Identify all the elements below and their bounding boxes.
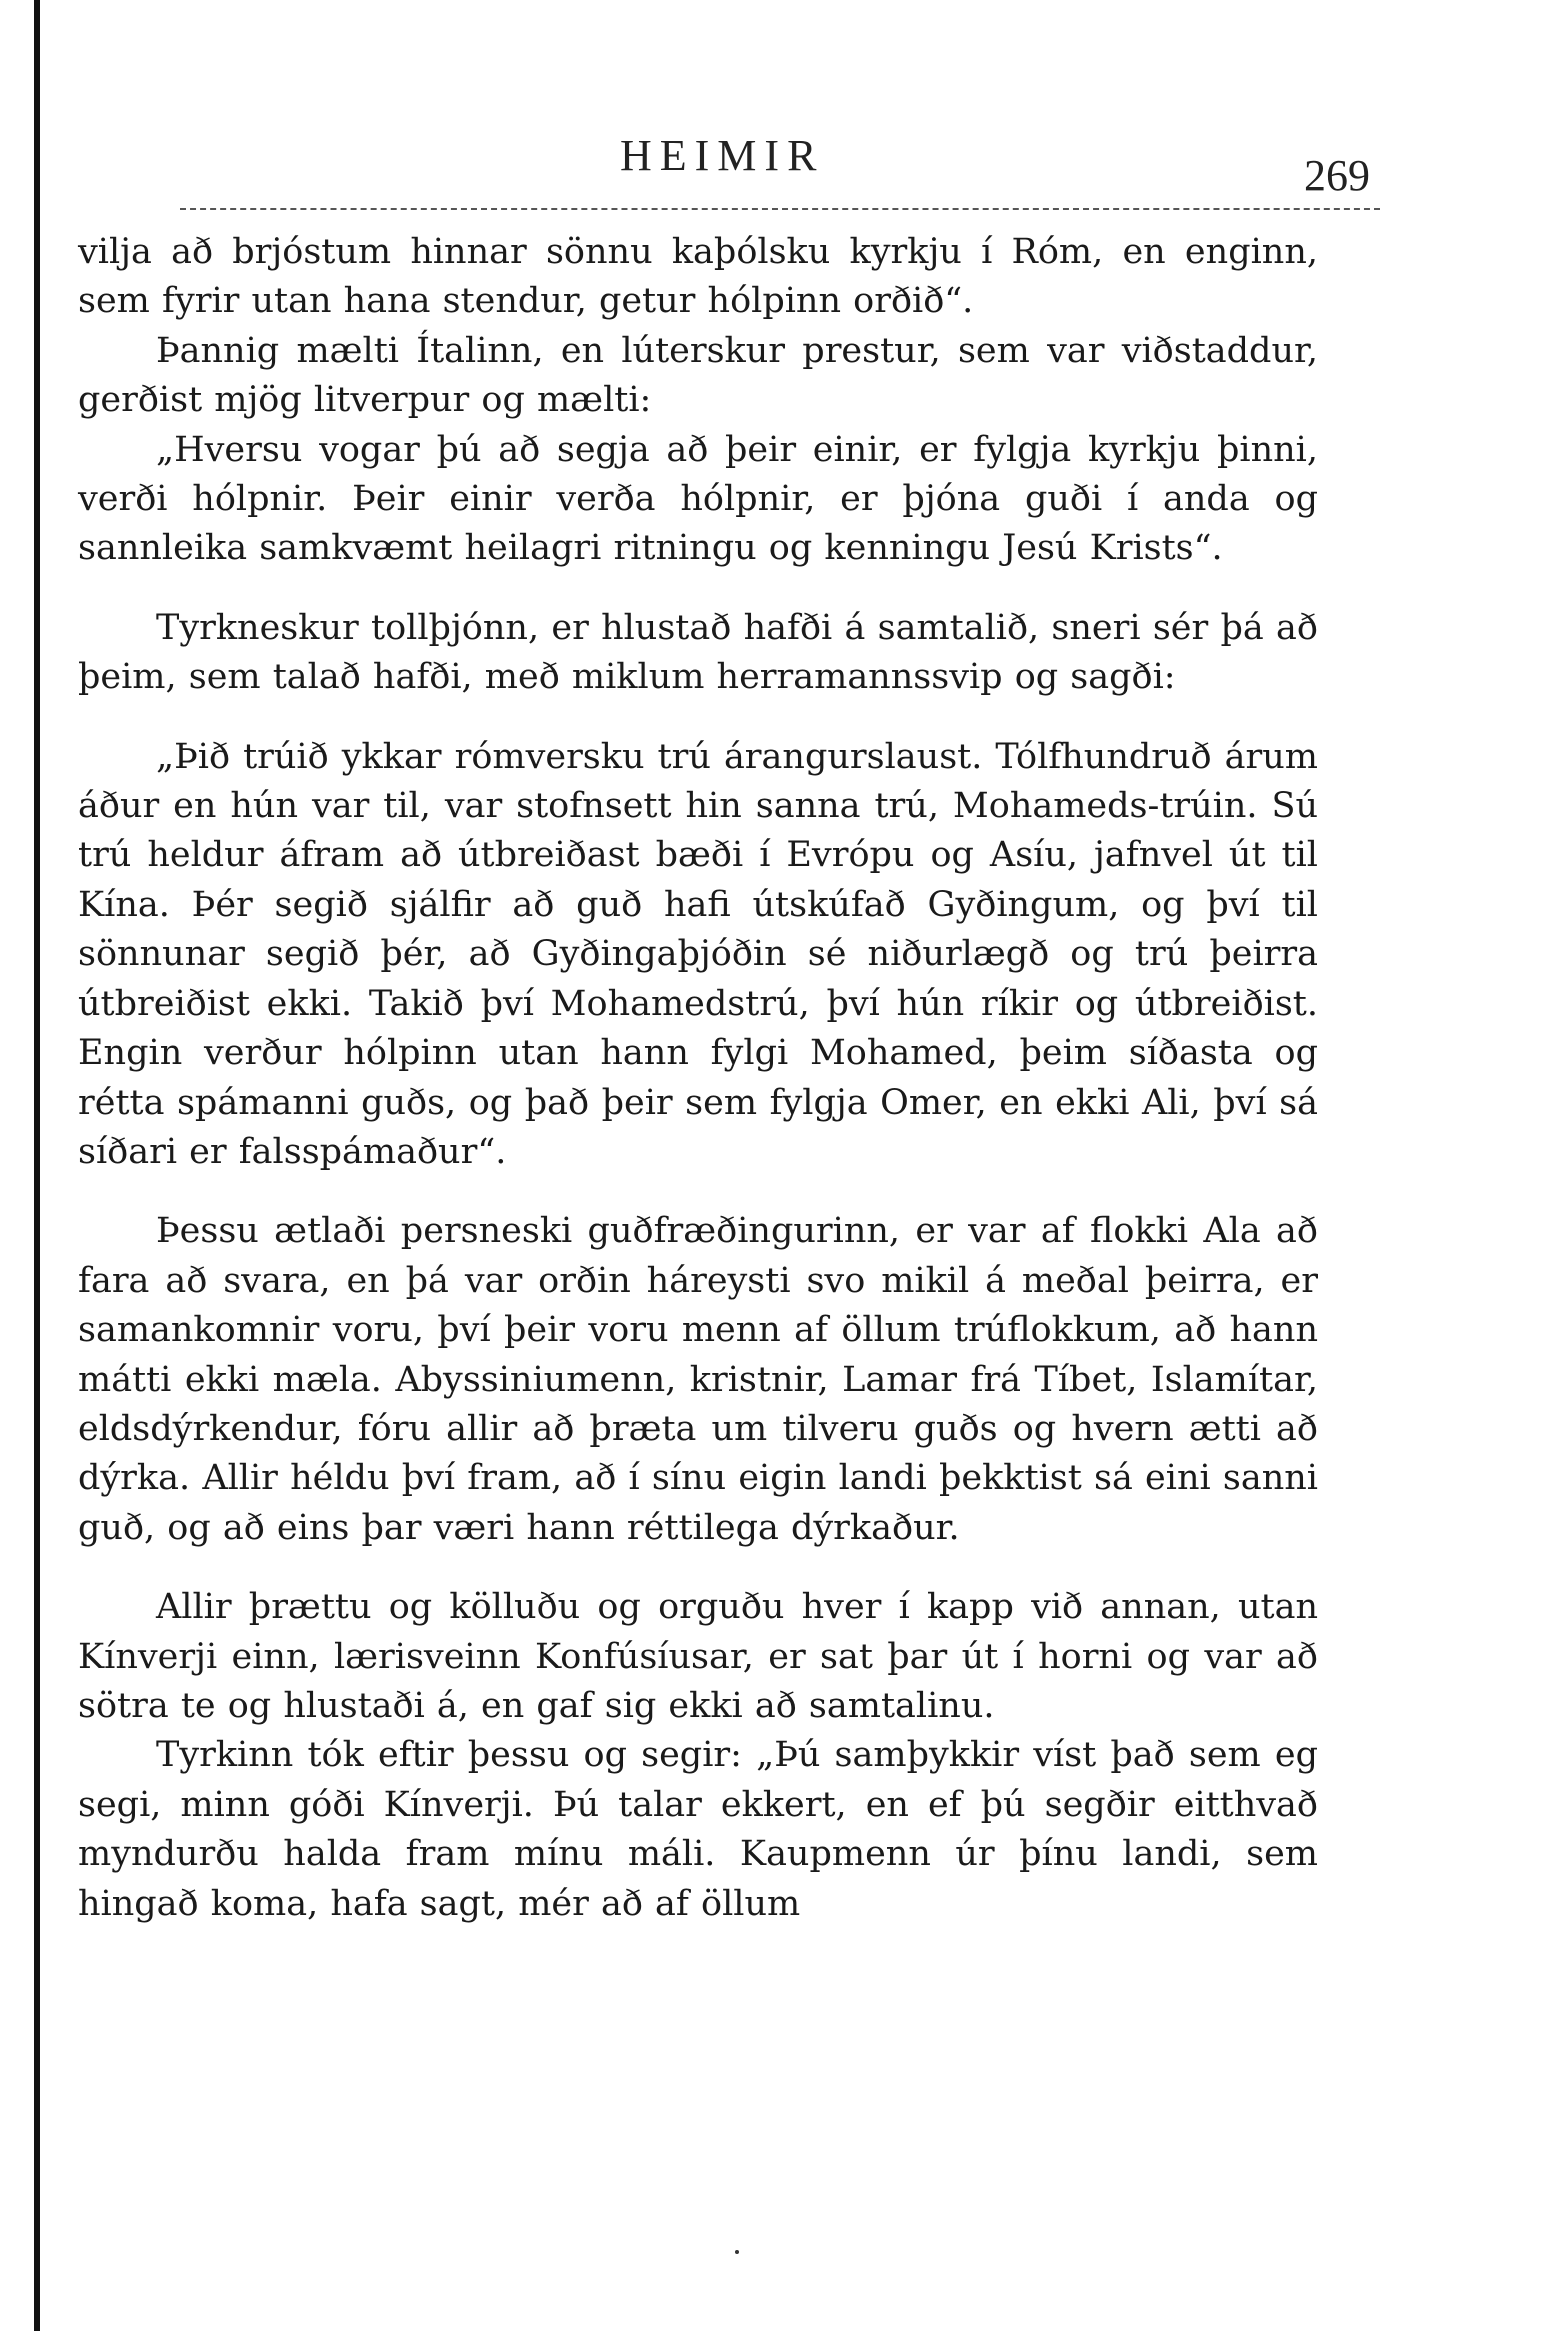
print-speck xyxy=(735,2250,739,2254)
page-body xyxy=(78,228,1318,1929)
paragraph-8: Tyrkinn tók eftir þessu og segir: „Þú samþykkir víst það sem eg segi, minn góði Kínverji. Þú talar ekkert, en ef þú segðir eitthvað myndurðu halda fram mínu máli. Kaupmenn úr þínu landi, sem hingað koma, hafa sagt, mér að af öllum xyxy=(78,1735,1318,1924)
header-rule xyxy=(180,208,1380,210)
running-head: HEIMIR xyxy=(620,131,825,180)
paragraph-1: vilja að brjóstum hinnar sönnu kaþólsku kyrkju í Róm, en enginn, sem fyrir utan hana stendur, getur hólpinn orðið“. xyxy=(78,232,1318,322)
paragraph-4: Tyrkneskur tollþjónn, er hlustað hafði á samtalið, sneri sér þá að þeim, sem talað hafði, með miklum herramannssvip og sagði: xyxy=(78,607,1318,698)
paragraph-6: Þessu ætlaði persneski guðfræðingurinn, er var af flokki Ala að fara að svara, en þá var orðin háreysti svo mikil á meðal þeirra, er samankomnir voru, því þeir voru menn af öllum trúflokkum, að hann mátti ekki mæla. Abyssiniumenn, kristnir, Lamar frá Tíbet, Islamítar, eldsdýrkendur, fóru allir að þræta um tilveru guðs og hvern ætti að dýrka. Allir héldu því fram, að í sínu eigin landi þekktist sá eini sanni guð, og að eins þar væri hann réttilega dýrkaður. xyxy=(78,1211,1318,1548)
paragraph-3: „Hversu vogar þú að segja að þeir einir, er fylgja kyrkju þinni, verði hólpnir. Þeir einir verða hólpnir, er þjóna guði í anda og sannleika samkvæmt heilagri ritningu og kenningu Jesú Krists“. xyxy=(78,429,1318,569)
page-header xyxy=(150,120,1370,200)
paragraph-2: Þannig mælti Ítalinn, en lúterskur prestur, sem var viðstaddur, gerðist mjög litverpur og mælti: xyxy=(78,330,1318,421)
paragraph-7: Allir þrættu og kölluðu og orguðu hver í kapp við annan, utan Kínverji einn, lærisveinn Konfúsíusar, er sat þar út í horni og var að sötra te og hlustaði á, en gaf sig ekki að samtalinu. xyxy=(78,1587,1318,1726)
paragraph-5: „Þið trúið ykkar rómversku trú árangurslaust. Tólfhundruð árum áður en hún var til, var stofnsett hin sanna trú, Mohameds-trúin. Sú trú heldur áfram að útbreiðast bæði í Evrópu og Asíu, jafnvel út til Kína. Þér segið sjálfir að guð hafi útskúfað Gyðingum, og því til sönnunar segið þér, að Gyðingaþjóðin sé niðurlægð og trú þeirra útbreiðist ekki. Takið því Mohamedstrú, því hún ríkir og útbreiðist. Engin verður hólpinn utan hann fylgi Mohamed, þeim síðasta og rétta spámanni guðs, og það þeir sem fylgja Omer, en ekki Ali, því sá síðari er falsspámaður“. xyxy=(78,736,1318,1172)
page-number: 269 xyxy=(1304,151,1370,200)
page-left-edge xyxy=(34,0,40,2331)
